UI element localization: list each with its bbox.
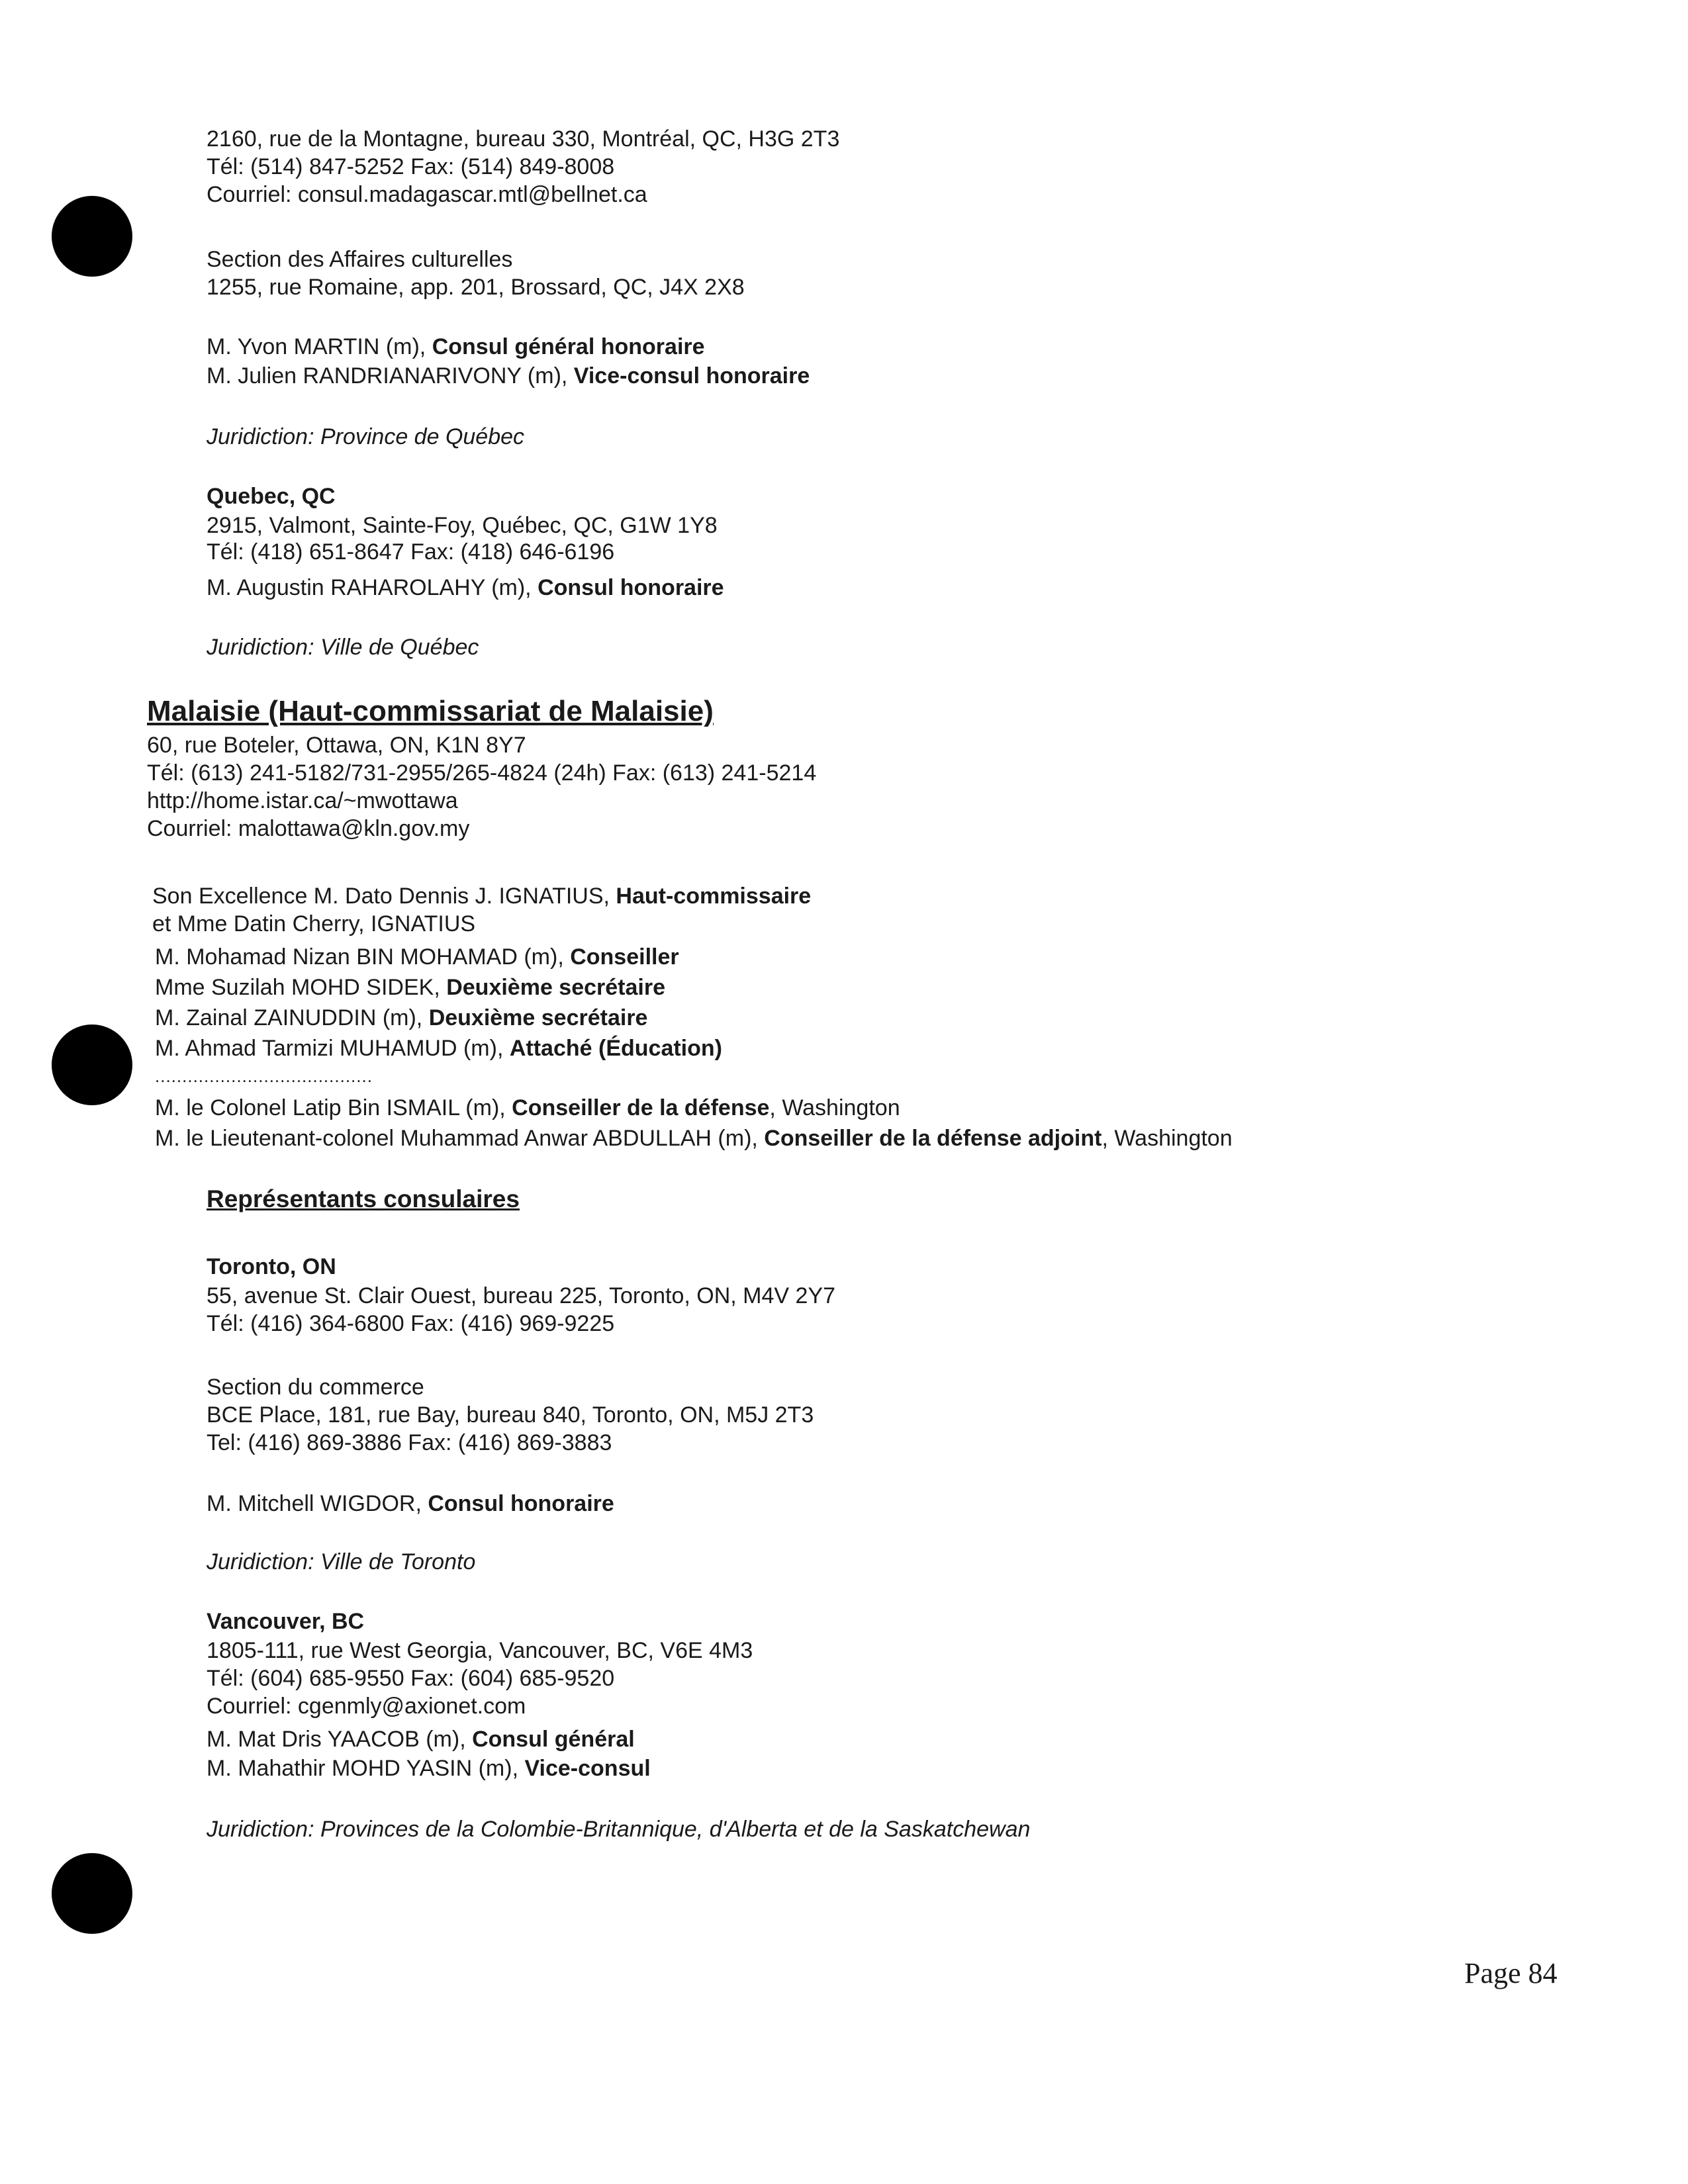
official-title: Consul honoraire — [428, 1491, 614, 1516]
vancouver-address: 1805-111, rue West Georgia, Vancouver, BC, V6E 4M3 — [207, 1638, 753, 1663]
montreal-official-1 — [207, 334, 705, 360]
toronto-trade-phone: Tel: (416) 869-3886 Fax: (416) 869-3883 — [207, 1430, 612, 1455]
dotted-separator: ........................................ — [155, 1066, 373, 1086]
official-title: Attaché (Éducation) — [509, 1036, 722, 1061]
official-name: Mme Suzilah MOHD SIDEK, — [155, 975, 447, 1000]
malaisie-address: 60, rue Boteler, Ottawa, ON, K1N 8Y7 — [147, 733, 526, 758]
official-name: M. le Colonel Latip Bin ISMAIL (m), — [155, 1095, 512, 1120]
quebec-phone: Tél: (418) 651-8647 Fax: (418) 646-6196 — [207, 539, 615, 565]
malaisie-heading: Malaisie (Haut-commissariat de Malaisie) — [147, 695, 714, 727]
official-name: M. Mahathir MOHD YASIN (m), — [207, 1756, 525, 1781]
montreal-official-2 — [207, 363, 810, 389]
official-name: M. le Lieutenant-colonel Muhammad Anwar ABDULLAH (m), — [155, 1126, 765, 1151]
toronto-trade-address: BCE Place, 181, rue Bay, bureau 840, Toronto, ON, M5J 2T3 — [207, 1402, 814, 1428]
montreal-jurisdiction: Juridiction: Province de Québec — [207, 424, 525, 449]
montreal-email: Courriel: consul.madagascar.mtl@bellnet.ca — [207, 182, 647, 207]
official-name: Son Excellence M. Dato Dennis J. IGNATIUS, — [152, 884, 616, 909]
montreal-phone: Tél: (514) 847-5252 Fax: (514) 849-8008 — [207, 154, 615, 179]
vancouver-official-1 — [207, 1726, 635, 1752]
page-number: Page 84 — [1464, 1957, 1558, 1989]
official-title: Vice-consul — [524, 1756, 651, 1781]
official-title: Conseiller de la défense adjoint — [764, 1126, 1102, 1151]
montreal-address: 2160, rue de la Montagne, bureau 330, Montréal, QC, H3G 2T3 — [207, 126, 840, 152]
vancouver-jurisdiction: Juridiction: Provinces de la Colombie-Britannique, d'Alberta et de la Saskatchewan — [207, 1817, 1031, 1842]
vancouver-email: Courriel: cgenmly@axionet.com — [207, 1694, 526, 1719]
official-name: M. Yvon MARTIN (m), — [207, 334, 432, 359]
official-title: Haut-commissaire — [616, 884, 812, 909]
official-location: , Washington — [769, 1095, 900, 1120]
toronto-trade-section: Section du commerce — [207, 1375, 424, 1400]
official-name: M. Zainal ZAINUDDIN (m), — [155, 1005, 429, 1030]
official-location: , Washington — [1102, 1126, 1233, 1151]
toronto-phone: Tél: (416) 364-6800 Fax: (416) 969-9225 — [207, 1311, 615, 1336]
vancouver-phone: Tél: (604) 685-9550 Fax: (604) 685-9520 — [207, 1666, 615, 1691]
official-name: M. Mitchell WIGDOR, — [207, 1491, 428, 1516]
malaisie-phone: Tél: (613) 241-5182/731-2955/265-4824 (24h) Fax: (613) 241-5214 — [147, 760, 817, 786]
official-title: Consul honoraire — [538, 575, 724, 600]
malaisie-staff-2 — [155, 974, 665, 1001]
vancouver-official-2 — [207, 1755, 651, 1782]
quebec-address: 2915, Valmont, Sainte-Foy, Québec, QC, G1W 1Y8 — [207, 513, 718, 538]
quebec-jurisdiction: Juridiction: Ville de Québec — [207, 635, 479, 660]
toronto-city: Toronto, ON — [207, 1254, 336, 1279]
official-title: Conseiller de la défense — [512, 1095, 770, 1120]
official-name: M. Ahmad Tarmizi MUHAMUD (m), — [155, 1036, 510, 1061]
official-name: M. Augustin RAHAROLAHY (m), — [207, 575, 538, 600]
montreal-cultural-section: Section des Affaires culturelles — [207, 247, 513, 272]
toronto-official — [207, 1490, 614, 1517]
punch-hole-middle — [52, 1024, 132, 1105]
malaisie-staff-4 — [155, 1035, 722, 1062]
punch-hole-bottom — [52, 1853, 132, 1934]
official-title: Deuxième secrétaire — [428, 1005, 648, 1030]
malaisie-spouse: et Mme Datin Cherry, IGNATIUS — [152, 911, 476, 936]
malaisie-web: http://home.istar.ca/~mwottawa — [147, 788, 458, 813]
official-name: M. Mohamad Nizan BIN MOHAMAD (m), — [155, 944, 571, 970]
official-name: M. Mat Dris YAACOB (m), — [207, 1727, 473, 1752]
official-title: Consul général — [472, 1727, 635, 1752]
malaisie-defense-2 — [155, 1125, 1233, 1152]
quebec-city: Quebec, QC — [207, 484, 336, 509]
consular-heading: Représentants consulaires — [207, 1185, 520, 1212]
punch-hole-top — [52, 196, 132, 277]
toronto-address: 55, avenue St. Clair Ouest, bureau 225, Toronto, ON, M4V 2Y7 — [207, 1283, 836, 1308]
official-title: Consul général honoraire — [432, 334, 705, 359]
malaisie-staff-1 — [155, 944, 679, 970]
malaisie-ambassador — [152, 883, 811, 909]
official-title: Vice-consul honoraire — [573, 363, 810, 388]
malaisie-staff-3 — [155, 1005, 647, 1031]
malaisie-email: Courriel: malottawa@kln.gov.my — [147, 816, 470, 841]
malaisie-defense-1 — [155, 1095, 900, 1121]
official-title: Deuxième secrétaire — [446, 975, 665, 1000]
official-title: Conseiller — [570, 944, 679, 970]
toronto-jurisdiction: Juridiction: Ville de Toronto — [207, 1549, 476, 1574]
official-name: M. Julien RANDRIANARIVONY (m), — [207, 363, 574, 388]
vancouver-city: Vancouver, BC — [207, 1609, 365, 1634]
montreal-cultural-address: 1255, rue Romaine, app. 201, Brossard, QC, J4X 2X8 — [207, 275, 745, 300]
quebec-official — [207, 574, 724, 601]
